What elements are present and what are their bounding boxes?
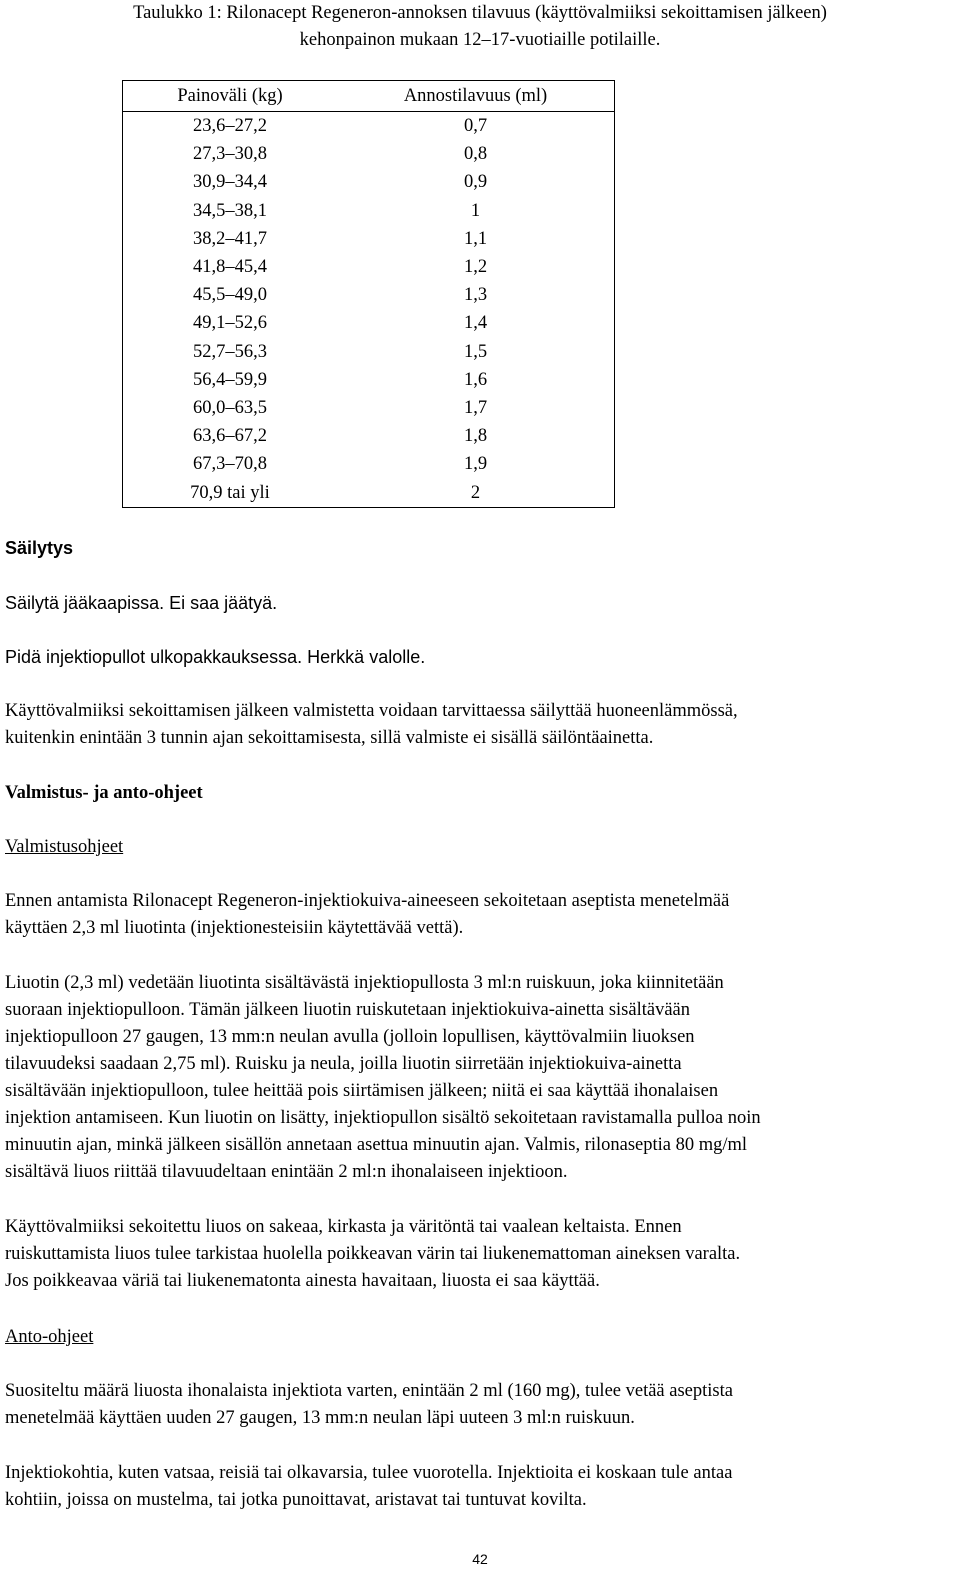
table-row (123, 450, 615, 478)
text-line: kohtiin, joissa on mustelma, tai jotka punoittavat, aristavat tai tuntuvat kovilta. (5, 1490, 587, 1510)
dose-volume-cell: 1,2 (463, 257, 488, 278)
table-row (123, 253, 615, 281)
table-row (123, 394, 615, 422)
table-row (123, 338, 615, 366)
text-line: Injektiokohtia, kuten vatsaa, reisiä tai olkavarsia, tulee vuorotella. Injektioita ei koskaan tule antaa (5, 1463, 733, 1483)
weight-range-cell: 38,2–41,7 (193, 228, 267, 249)
dose-volume-cell: 1,5 (463, 341, 488, 362)
table-header-row (123, 81, 615, 112)
table-row (123, 225, 615, 253)
table-row (123, 366, 615, 394)
text-line: käyttäen 2,3 ml liuotinta (injektionesteisiin käytettävää vettä). (5, 918, 464, 938)
weight-range-cell: 70,9 tai yli (190, 482, 270, 503)
text-line: sisältävä liuos riittää tilavuudeltaan enintään 2 ml:n ihonalaiseen injektioon. (5, 1162, 568, 1182)
prep-subheading: Valmistusohjeet (5, 837, 124, 857)
weight-range-cell: 34,5–38,1 (193, 200, 267, 221)
dose-volume-cell: 0,9 (463, 172, 488, 193)
text-line: injektion antamiseen. Kun liuotin on lisätty, injektiopullon sisältö sekoitetaan ravistamalla pulloa noin (5, 1108, 761, 1128)
weight-range-cell: 63,6–67,2 (193, 426, 267, 447)
dose-volume-cell: 1,6 (463, 369, 488, 390)
weight-range-cell: 52,7–56,3 (193, 341, 267, 362)
dose-volume-cell: 1,7 (463, 397, 488, 418)
table-row (123, 168, 615, 196)
weight-range-cell: 23,6–27,2 (193, 116, 267, 137)
weight-range-cell: 41,8–45,4 (193, 257, 267, 278)
column-header-weight: Painoväli (kg) (123, 81, 338, 112)
table-row (123, 197, 615, 225)
weight-range-cell: 49,1–52,6 (193, 313, 267, 334)
text-line: tilavuudeksi saadaan 2,75 ml). Ruisku ja neula, joilla liuotin siirretään injektiokuiva-ainetta (5, 1054, 682, 1074)
storage-line: Pidä injektiopullot ulkopakkauksessa. Herkkä valolle. (5, 647, 426, 667)
admin-subheading: Anto-ohjeet (5, 1327, 94, 1347)
dose-table-body (123, 112, 615, 508)
text-line: Suositeltu määrä liuosta ihonalaista injektiota varten, enintään 2 ml (160 mg), tulee vetää aseptista (5, 1381, 733, 1401)
table-row (123, 140, 615, 168)
text-line: ruiskuttamista liuos tulee tarkistaa huolella poikkeavan värin tai liukenemattoman aineksen varalta. (5, 1244, 741, 1264)
page-number: 42 (472, 1551, 488, 1567)
text-line: sisältävään injektiopulloon, tulee heittää pois siirtämisen jälkeen; niitä ei saa käyttää ihonalaisen (5, 1081, 719, 1101)
text-line: minuutin ajan, minkä jälkeen sisällön annetaan asettua minuutin ajan. Valmis, rilonaseptia 80 mg/ml (5, 1135, 748, 1155)
weight-range-cell: 60,0–63,5 (193, 397, 267, 418)
weight-range-cell: 27,3–30,8 (193, 144, 267, 165)
text-line: kuitenkin enintään 3 tunnin ajan sekoittamisesta, sillä valmiste ei sisällä säilöntäainetta. (5, 728, 654, 748)
weight-range-cell: 67,3–70,8 (193, 454, 267, 475)
table-row (123, 422, 615, 450)
table-row (123, 112, 615, 141)
prep-paragraph-1 (5, 888, 957, 942)
table-row (123, 478, 615, 507)
admin-paragraph-1 (5, 1378, 957, 1432)
storage-line: Säilytä jääkaapissa. Ei saa jäätyä. (5, 593, 278, 613)
text-line: Käyttövalmiiksi sekoitettu liuos on sakeaa, kirkasta ja väritöntä tai vaalean keltaista. Ennen (5, 1217, 682, 1237)
dose-table (122, 80, 615, 508)
text-line: Jos poikkeavaa väriä tai liukenematonta ainesta havaitaan, liuosta ei saa käyttää. (5, 1271, 600, 1291)
table-row (123, 281, 615, 309)
admin-paragraph-2 (5, 1460, 957, 1514)
column-header-volume: Annostilavuus (ml) (337, 81, 615, 112)
dose-volume-cell: 1,1 (463, 228, 488, 249)
dose-volume-cell: 0,8 (463, 144, 488, 165)
weight-range-cell: 30,9–34,4 (193, 172, 267, 193)
prep-paragraph-3 (5, 1214, 957, 1295)
text-line: Liuotin (2,3 ml) vedetään liuotinta sisältävästä injektiopullosta 3 ml:n ruiskuun, joka kiinnitetään (5, 973, 724, 993)
table-caption-line: kehonpainon mukaan 12–17-vuotiaille potilaille. (299, 30, 661, 50)
dose-volume-cell: 0,7 (463, 116, 488, 137)
dose-volume-cell: 1,8 (463, 426, 488, 447)
dose-volume-cell: 1,3 (463, 285, 488, 306)
text-line: suoraan injektiopulloon. Tämän jälkeen liuotin ruiskutetaan injektiokuiva-ainetta sisältävään (5, 1000, 690, 1020)
prep-paragraph-2 (5, 970, 957, 1186)
text-line: menetelmää käyttäen uuden 27 gaugen, 13 mm:n neulan läpi uuteen 3 ml:n ruiskuun. (5, 1408, 635, 1428)
weight-range-cell: 56,4–59,9 (193, 369, 267, 390)
text-line: Käyttövalmiiksi sekoittamisen jälkeen valmistetta voidaan tarvittaessa säilyttää huoneenlämmössä, (5, 701, 738, 721)
storage-paragraph (5, 698, 957, 752)
dose-volume-cell: 1,9 (463, 454, 488, 475)
dose-volume-cell: 2 (470, 482, 481, 503)
prep-heading: Valmistus- ja anto-ohjeet (5, 783, 203, 803)
table-caption (0, 0, 960, 54)
table-row (123, 309, 615, 337)
text-line: injektiopulloon 27 gaugen, 13 mm:n neulan avulla (jolloin lopullisen, käyttövalmiin liuoksen (5, 1027, 695, 1047)
weight-range-cell: 45,5–49,0 (193, 285, 267, 306)
dose-volume-cell: 1 (470, 200, 481, 221)
storage-heading: Säilytys (5, 538, 74, 558)
text-line: Ennen antamista Rilonacept Regeneron-injektiokuiva-aineeseen sekoitetaan aseptista menetelmää (5, 891, 730, 911)
table-caption-line: Taulukko 1: Rilonacept Regeneron-annoksen tilavuus (käyttövalmiiksi sekoittamisen jälkeen) (133, 3, 827, 23)
dose-volume-cell: 1,4 (463, 313, 488, 334)
